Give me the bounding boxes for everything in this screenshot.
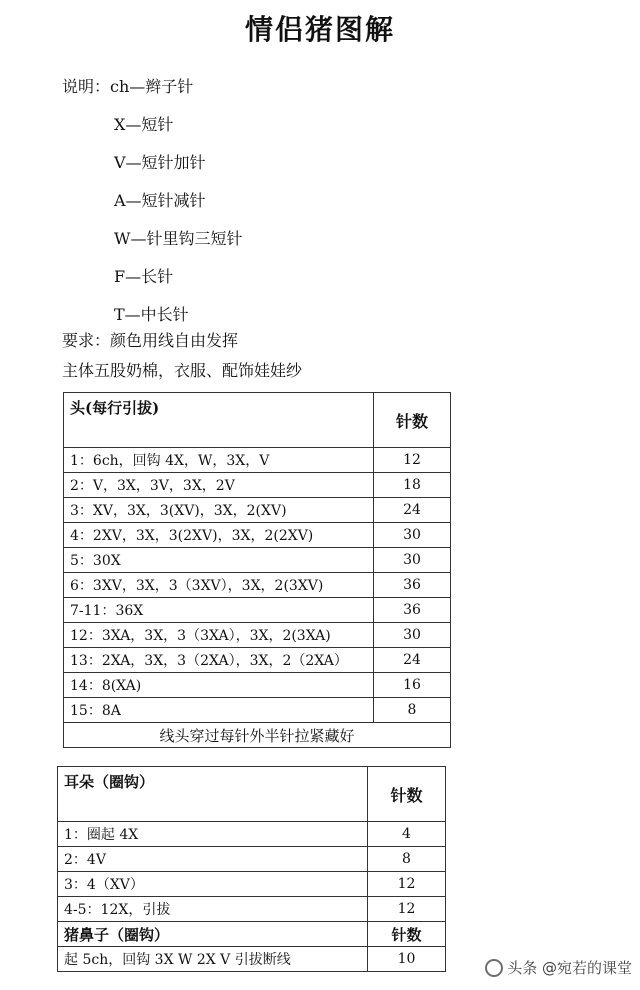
table-row — [58, 897, 446, 922]
step-cell: 14：8(XA) — [64, 673, 374, 698]
watermark-logo-icon — [485, 959, 503, 977]
finishing-note: 线头穿过每针外半针拉紧藏好 — [64, 723, 451, 748]
table-row — [64, 448, 451, 473]
ear-table-header: 耳朵（圈钩） — [58, 767, 368, 822]
table-row — [64, 548, 451, 573]
table-row — [64, 473, 451, 498]
count-cell: 12 — [374, 448, 451, 473]
count-cell: 30 — [374, 623, 451, 648]
stitch-legend — [62, 68, 242, 334]
legend-item: X—短针 — [114, 115, 174, 134]
step-cell: 1：6ch，回钩 4X，W，3X，V — [64, 448, 374, 473]
table-row — [64, 673, 451, 698]
count-cell: 16 — [374, 673, 451, 698]
table-row — [64, 523, 451, 548]
step-cell: 4：2XV，3X，3(2XV)，3X，2(2XV) — [64, 523, 374, 548]
step-cell: 3：XV，3X，3(XV)，3X，2(XV) — [64, 498, 374, 523]
table-row — [58, 947, 446, 972]
table-row — [58, 847, 446, 872]
legend-item: W—针里钩三短针 — [114, 229, 243, 248]
step-cell: 2：V，3X，3V，3X，2V — [64, 473, 374, 498]
nose-table-header: 猪鼻子（圈钩） — [58, 922, 368, 947]
step-cell: 2：4V — [58, 847, 368, 872]
nose-header-row — [58, 922, 446, 947]
legend-item: T—中长针 — [114, 305, 189, 324]
count-cell: 24 — [374, 498, 451, 523]
step-cell: 7-11：36X — [64, 598, 374, 623]
requirement-line: 要求：颜色用线自由发挥 — [62, 331, 239, 350]
count-cell: 30 — [374, 523, 451, 548]
count-cell: 8 — [368, 847, 446, 872]
legend-item: V—短针加针 — [114, 153, 206, 172]
watermark — [485, 957, 632, 978]
head-table-header: 头(每行引拔) — [64, 393, 374, 448]
legend-item: ch—辫子针 — [110, 77, 194, 96]
table-row — [58, 822, 446, 847]
step-cell: 4-5：12X，引拔 — [58, 897, 368, 922]
step-cell: 13：2XA，3X，3（2XA），3X，2（2XA） — [64, 648, 374, 673]
count-cell: 12 — [368, 872, 446, 897]
count-cell: 12 — [368, 897, 446, 922]
legend-item: A—短针减针 — [114, 191, 206, 210]
count-cell: 36 — [374, 573, 451, 598]
ear-pattern-table — [57, 766, 446, 972]
table-row — [64, 598, 451, 623]
legend-row-0 — [62, 68, 242, 106]
table-row — [64, 648, 451, 673]
count-header: 针数 — [374, 393, 451, 448]
legend-item: F—长针 — [114, 267, 174, 286]
step-cell: 6：3XV，3X，3（3XV），3X，2(3XV) — [64, 573, 374, 598]
count-cell: 24 — [374, 648, 451, 673]
step-cell: 3：4（XV） — [58, 872, 368, 897]
table-row — [64, 698, 451, 723]
table-header-row — [58, 767, 446, 822]
page-title: 情侣猪图解 — [244, 13, 395, 46]
step-cell: 1：圈起 4X — [58, 822, 368, 847]
table-row — [64, 623, 451, 648]
table-note-row — [64, 723, 451, 748]
count-cell: 8 — [374, 698, 451, 723]
table-row — [64, 498, 451, 523]
table-row — [64, 573, 451, 598]
step-cell: 12：3XA，3X，3（3XA），3X，2(3XA) — [64, 623, 374, 648]
step-cell: 起 5ch，回钩 3X W 2X V 引拔断线 — [58, 947, 368, 972]
head-pattern-table — [63, 392, 451, 748]
legend-prefix: 说明： — [62, 77, 111, 96]
count-header: 针数 — [368, 767, 446, 822]
step-cell: 5：30X — [64, 548, 374, 573]
requirements — [62, 326, 302, 386]
step-cell: 15：8A — [64, 698, 374, 723]
table-header-row — [64, 393, 451, 448]
count-cell: 4 — [368, 822, 446, 847]
count-cell: 36 — [374, 598, 451, 623]
count-header: 针数 — [368, 922, 446, 947]
requirement-line: 主体五股奶棉，衣服、配饰娃娃纱 — [62, 361, 303, 380]
count-cell: 18 — [374, 473, 451, 498]
count-cell: 10 — [368, 947, 446, 972]
table-row — [58, 872, 446, 897]
watermark-text: 头条 @宛若的课堂 — [507, 959, 632, 977]
count-cell: 30 — [374, 548, 451, 573]
